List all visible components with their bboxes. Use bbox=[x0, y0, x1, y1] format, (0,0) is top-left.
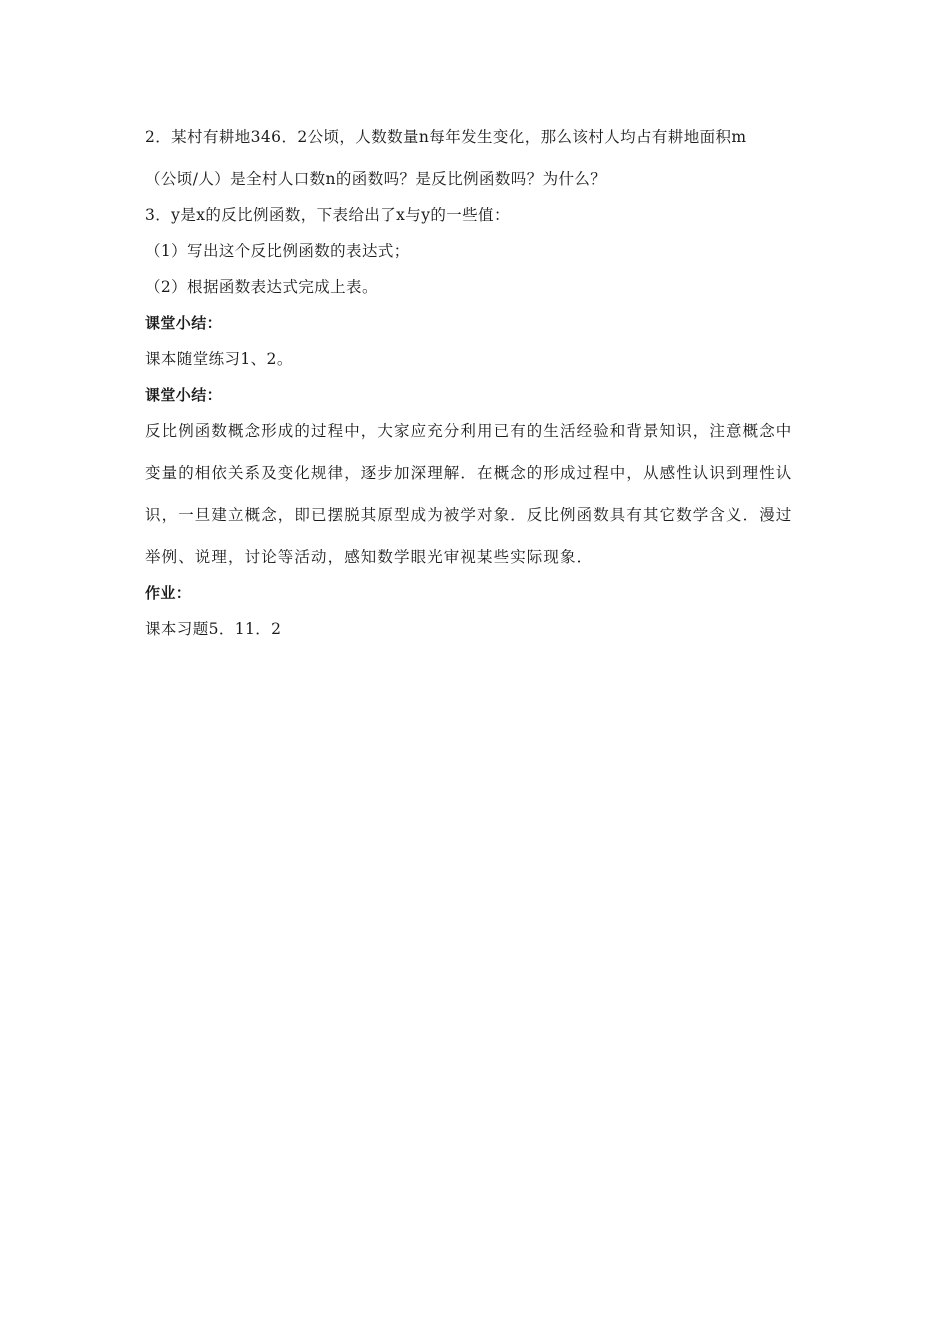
question-2-line-2: （公顷/人）是全村人口数n的函数吗？是反比例函数吗？为什么？ bbox=[145, 170, 607, 188]
homework-heading: 作业： bbox=[145, 584, 192, 602]
summary-line: 识，一旦建立概念，即已摆脱其原型成为被学对象．反比例函数具有其它数学含义．漫过 bbox=[145, 506, 793, 524]
question-3-stem: 3．y是x的反比例函数，下表给出了x与y的一些值： bbox=[145, 206, 510, 224]
practice-heading: 课堂小结： bbox=[145, 314, 223, 332]
summary-heading: 课堂小结： bbox=[145, 386, 223, 404]
homework-text: 课本习题5．11．2 bbox=[145, 620, 282, 638]
question-3-part-1: （1）写出这个反比例函数的表达式； bbox=[145, 242, 410, 260]
practice-text: 课本随堂练习1、2。 bbox=[145, 350, 293, 368]
summary-line: 举例、说理，讨论等活动，感知数学眼光审视某些实际现象． bbox=[145, 548, 594, 566]
summary-line: 反比例函数概念形成的过程中，大家应充分利用已有的生活经验和背景知识，注意概念中 bbox=[145, 422, 793, 440]
question-3-part-2: （2）根据函数表达式完成上表。 bbox=[145, 278, 378, 296]
summary-line: 变量的相依关系及变化规律，逐步加深理解．在概念的形成过程中，从感性认识到理性认 bbox=[145, 464, 793, 482]
question-2-line-1: 2．某村有耕地346．2公顷，人数数量n每年发生变化，那么该村人均占有耕地面积m bbox=[145, 128, 747, 146]
